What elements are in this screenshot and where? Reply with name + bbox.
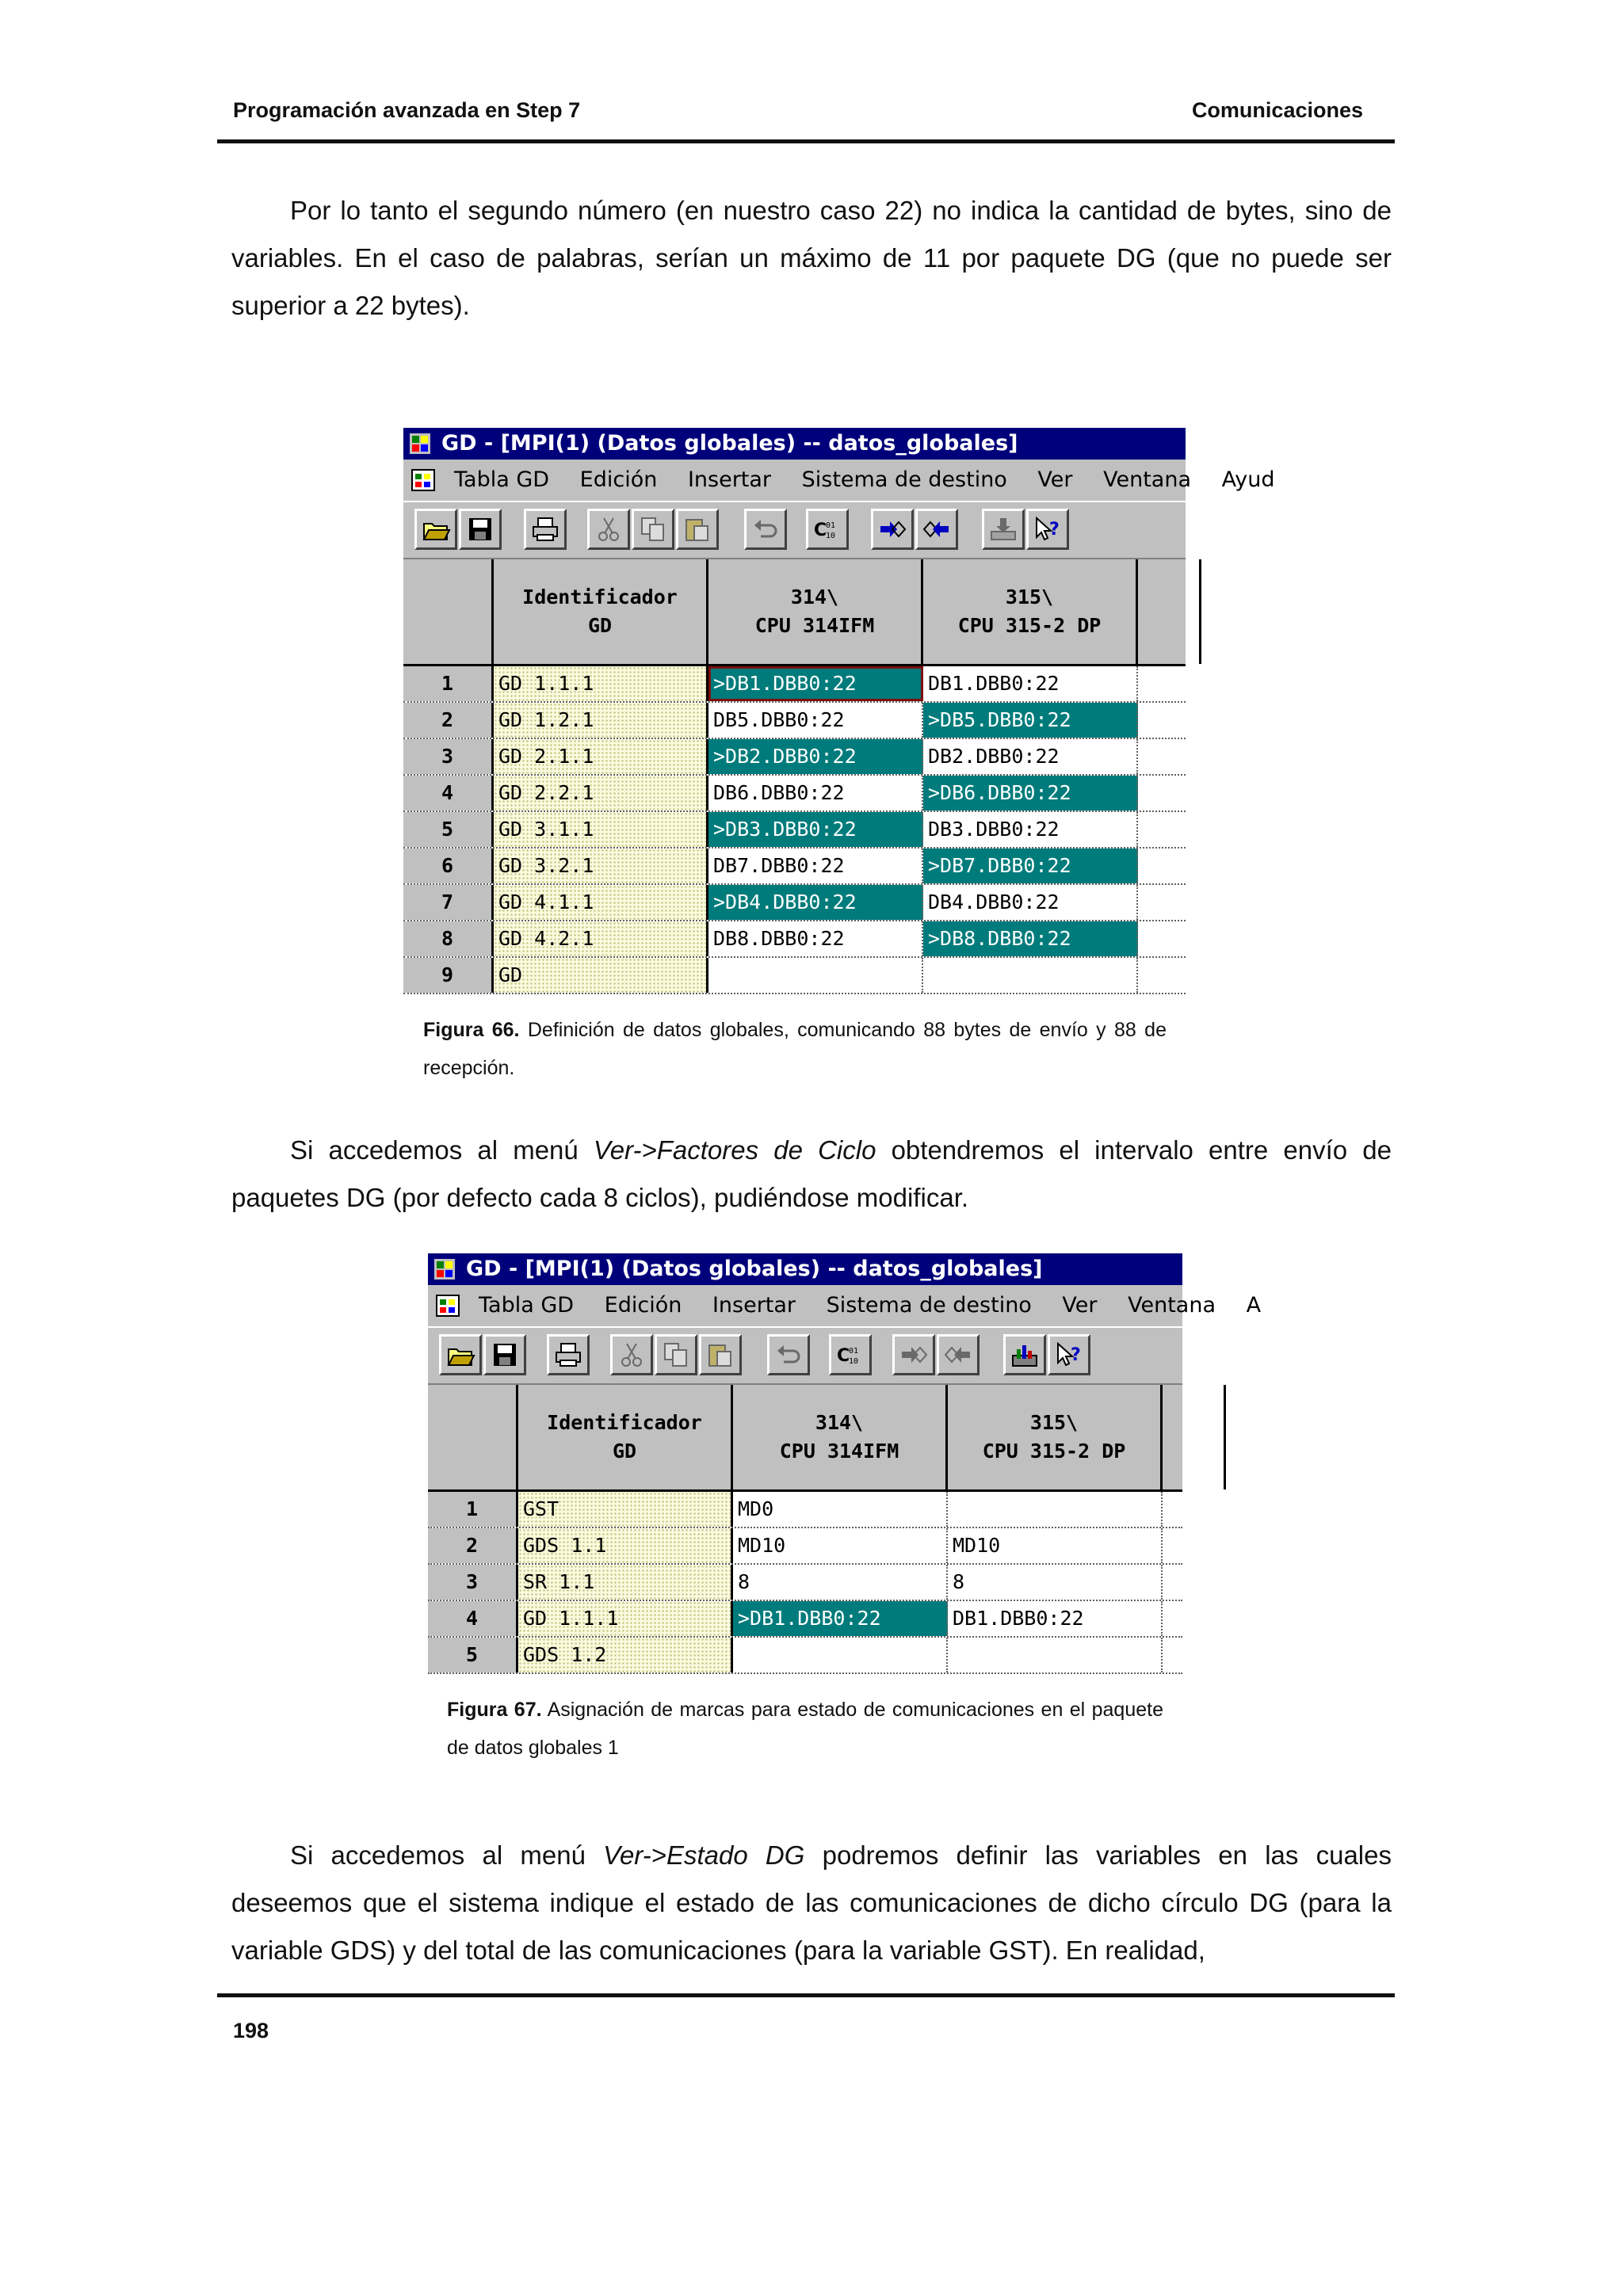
download-button[interactable] (982, 509, 1025, 550)
table-row (403, 849, 1186, 885)
cycle-counter-icon (836, 1341, 865, 1368)
row-number[interactable]: 6 (403, 849, 494, 883)
cpu-314-cell[interactable]: MD0 (733, 1492, 948, 1527)
printer-icon (531, 516, 559, 543)
gd-identifier-cell[interactable]: SR 1.1 (518, 1565, 733, 1600)
empty-cell[interactable] (1138, 739, 1201, 774)
empty-cell[interactable] (1163, 1601, 1226, 1636)
cycle-counter-icon (813, 516, 842, 543)
table-row (403, 666, 1186, 703)
gd-identifier-cell[interactable]: GD (494, 958, 708, 993)
cpu-315-cell[interactable]: DB2.DBB0:22 (923, 739, 1138, 774)
figure-67-label: Figura 67. (447, 1699, 542, 1721)
svg-text:C: C (837, 1346, 850, 1366)
toolbar (403, 501, 1186, 559)
menu-edicion[interactable]: Edición (579, 467, 658, 492)
table-row (428, 1528, 1182, 1565)
table-row (403, 921, 1186, 958)
copy-icon (639, 516, 667, 543)
empty-cell[interactable] (1138, 812, 1201, 847)
save-icon (491, 1341, 519, 1368)
open-folder-icon (446, 1341, 475, 1368)
copy-icon (662, 1341, 690, 1368)
cpu-315-cell[interactable]: >DB5.DBB0:22 (923, 703, 1138, 738)
cpu-314-cell[interactable]: >DB1.DBB0:22 (733, 1601, 948, 1636)
table-row (428, 1601, 1182, 1638)
gd-identifier-cell[interactable]: GD 3.1.1 (494, 812, 708, 847)
row-number[interactable]: 4 (428, 1601, 518, 1636)
gd-identifier-cell[interactable]: GD 1.1.1 (518, 1601, 733, 1636)
row-number[interactable]: 5 (403, 812, 494, 847)
header-cpu-315[interactable]: 315\ CPU 315-2 DP (948, 1385, 1163, 1489)
cpu-314-cell[interactable] (708, 958, 923, 993)
undo-icon (751, 516, 780, 543)
menu-ayuda[interactable]: Ayud (1221, 467, 1275, 492)
empty-cell[interactable] (1138, 921, 1201, 956)
save-icon (466, 516, 495, 543)
cpu-315-cell[interactable]: DB1.DBB0:22 (923, 666, 1138, 701)
menu-tabla-gd[interactable]: Tabla GD (454, 467, 550, 492)
figure-66-caption (423, 1011, 1167, 1087)
svg-text:10: 10 (826, 532, 836, 540)
row-number[interactable]: 2 (428, 1528, 518, 1563)
page-number: 198 (233, 2019, 269, 2042)
header-corner-cell[interactable] (403, 559, 494, 664)
cpu-315-cell[interactable]: DB3.DBB0:22 (923, 812, 1138, 847)
cpu-314-cell[interactable]: >DB3.DBB0:22 (708, 812, 923, 847)
figure-67-caption (447, 1691, 1163, 1767)
figure-66-caption-text: Definición de datos globales, comunicando 88 bytes de envío y 88 de recepción. (423, 1019, 1167, 1079)
row-number[interactable]: 1 (428, 1492, 518, 1527)
svg-text:C: C (814, 521, 827, 540)
cpu-315-cell[interactable]: >DB6.DBB0:22 (923, 776, 1138, 810)
paragraph-2: Si accedemos al menú Ver->Factores de Ciclo obtendremos el intervalo entre envío de paquetes DG (por defecto cada 8 ciclos), pudiéndose modificar. (231, 1135, 1392, 1212)
menu-path-factores: Ver->Factores de Ciclo (593, 1135, 876, 1165)
cut-icon (617, 1341, 646, 1368)
svg-text:?: ? (1049, 520, 1060, 540)
save-button[interactable] (459, 509, 502, 550)
open-button[interactable] (414, 509, 457, 550)
toolbar (428, 1326, 1182, 1385)
cut-button[interactable] (610, 1334, 653, 1375)
gd-identifier-cell[interactable]: GD 4.2.1 (494, 921, 708, 956)
send-arrow-icon (899, 1341, 928, 1368)
header-empty-column[interactable] (1138, 559, 1201, 664)
open-folder-icon (422, 516, 450, 543)
copy-button[interactable] (655, 1334, 697, 1375)
empty-cell[interactable] (1163, 1638, 1226, 1672)
header-cpu-314[interactable]: 314\ CPU 314IFM (733, 1385, 948, 1489)
window-title-bar (428, 1253, 1182, 1285)
print-button[interactable] (524, 509, 567, 550)
row-number[interactable]: 8 (403, 921, 494, 956)
cpu-315-cell[interactable] (948, 1638, 1163, 1672)
window-title: GD - [MPI(1) (Datos globales) -- datos_globales] (466, 1257, 1043, 1281)
paragraph-1-text: Por lo tanto el segundo número (en nuestro caso 22) no indica la cantidad de bytes, sino de variables. En el caso de palabras, serían un máximo de 11 por paquete DG (que no puede ser superior a 22 bytes). (231, 196, 1392, 320)
gd-app-icon (433, 1257, 456, 1281)
status-monitor-icon (1010, 1341, 1039, 1368)
copy-button[interactable] (632, 509, 674, 550)
gd-identifier-cell[interactable]: GD 1.2.1 (494, 703, 708, 738)
cpu-314-cell[interactable]: DB6.DBB0:22 (708, 776, 923, 810)
header-book-title: Programación avanzada en Step 7 (233, 98, 581, 122)
footer-rule (217, 1993, 1395, 1997)
cpu-315-cell[interactable] (923, 958, 1138, 993)
row-number[interactable]: 9 (403, 958, 494, 993)
svg-text:10: 10 (849, 1357, 859, 1366)
undo-button[interactable] (744, 509, 787, 550)
undo-icon (774, 1341, 803, 1368)
header-corner-cell[interactable] (428, 1385, 518, 1489)
row-number[interactable]: 3 (428, 1565, 518, 1600)
header-identificador[interactable]: Identificador GD (518, 1385, 733, 1489)
printer-icon (554, 1341, 582, 1368)
cpu-315-cell[interactable]: >DB8.DBB0:22 (923, 921, 1138, 956)
window-title: GD - [MPI(1) (Datos globales) -- datos_globales] (441, 431, 1018, 456)
gd-table (403, 559, 1186, 990)
print-button[interactable] (547, 1334, 590, 1375)
svg-text:?: ? (1071, 1345, 1081, 1365)
empty-cell[interactable] (1163, 1565, 1226, 1600)
row-number[interactable]: 5 (428, 1638, 518, 1672)
figure-67-screenshot (428, 1253, 1262, 1667)
row-number[interactable]: 4 (403, 776, 494, 810)
cpu-315-cell[interactable]: 8 (948, 1565, 1163, 1600)
cpu-314-cell[interactable]: >DB1.DBB0:22 (708, 666, 923, 701)
menu-bar (428, 1287, 1262, 1325)
status-button[interactable] (1003, 1334, 1046, 1375)
table-row (403, 885, 1186, 921)
empty-cell[interactable] (1163, 1492, 1226, 1527)
gd-identifier-cell[interactable]: GD 1.1.1 (494, 666, 708, 701)
header-cpu-315[interactable]: 315\ CPU 315-2 DP (923, 559, 1138, 664)
empty-cell[interactable] (1138, 958, 1201, 993)
table-row (403, 703, 1186, 739)
table-row (428, 1565, 1182, 1601)
receive-button[interactable] (915, 509, 958, 550)
menu-insertar[interactable]: Insertar (712, 1293, 796, 1318)
table-row (403, 776, 1186, 812)
cycle-factors-button[interactable] (829, 1334, 872, 1375)
paragraph-3: Si accedemos al menú Ver->Estado DG podremos definir las variables en las cuales deseemos que el sistema indique el estado de las comunicaciones de dicho círculo DG (para la variable GDS) y del total de las comunicaciones (para la variable GST). En realidad, (231, 1840, 1392, 1965)
header-cpu-314[interactable]: 314\ CPU 314IFM (708, 559, 923, 664)
receive-arrow-icon (922, 516, 951, 543)
figure-67-caption-text: Asignación de marcas para estado de comunicaciones en el paquete de datos globales 1 (447, 1699, 1163, 1759)
menu-sistema-de-destino[interactable]: Sistema de destino (826, 1293, 1032, 1318)
table-row (428, 1638, 1182, 1674)
menu-edicion[interactable]: Edición (604, 1293, 682, 1318)
help-pointer-icon (1033, 516, 1062, 543)
send-button[interactable] (871, 509, 914, 550)
menu-bar (403, 461, 1275, 499)
row-number[interactable]: 3 (403, 739, 494, 774)
cpu-314-cell[interactable]: 8 (733, 1565, 948, 1600)
cpu-314-cell[interactable]: >DB4.DBB0:22 (708, 885, 923, 920)
gd-identifier-cell[interactable]: GST (518, 1492, 733, 1527)
cpu-315-cell[interactable]: MD10 (948, 1528, 1163, 1563)
table-row (403, 739, 1186, 776)
figure-66-screenshot (403, 428, 1275, 990)
help-button[interactable] (1048, 1334, 1090, 1375)
menu-ayuda[interactable]: A (1246, 1293, 1262, 1318)
gd-identifier-cell[interactable]: GD 2.1.1 (494, 739, 708, 774)
gd-identifier-cell[interactable]: GD 2.2.1 (494, 776, 708, 810)
empty-cell[interactable] (1138, 703, 1201, 738)
header-chapter-title: Comunicaciones (1191, 98, 1363, 122)
menu-ventana[interactable]: Ventana (1103, 467, 1191, 492)
cpu-315-cell[interactable] (948, 1492, 1163, 1527)
cut-button[interactable] (587, 509, 630, 550)
cycle-factors-button[interactable] (806, 509, 849, 550)
help-pointer-icon (1055, 1341, 1083, 1368)
menu-tabla-gd[interactable]: Tabla GD (479, 1293, 575, 1318)
gd-app-icon (408, 432, 432, 456)
empty-cell[interactable] (1163, 1528, 1226, 1563)
cpu-314-cell[interactable]: DB8.DBB0:22 (708, 921, 923, 956)
empty-cell[interactable] (1138, 666, 1201, 701)
table-row (403, 958, 1186, 994)
receive-button[interactable] (937, 1334, 980, 1375)
empty-cell[interactable] (1138, 776, 1201, 810)
row-number[interactable]: 2 (403, 703, 494, 738)
paste-icon (683, 516, 712, 543)
table-header-row (428, 1385, 1182, 1492)
menu-path-estado-dg: Ver->Estado DG (603, 1840, 805, 1870)
menu-ver[interactable]: Ver (1037, 467, 1073, 492)
empty-cell[interactable] (1138, 849, 1201, 883)
gd-identifier-cell[interactable]: GDS 1.1 (518, 1528, 733, 1563)
cpu-315-cell[interactable]: >DB7.DBB0:22 (923, 849, 1138, 883)
menu-ventana[interactable]: Ventana (1128, 1293, 1216, 1318)
cpu-315-cell[interactable]: DB4.DBB0:22 (923, 885, 1138, 920)
menu-sistema-de-destino[interactable]: Sistema de destino (801, 467, 1007, 492)
row-number[interactable]: 7 (403, 885, 494, 920)
table-row (403, 812, 1186, 849)
header-empty-column[interactable] (1163, 1385, 1226, 1489)
undo-button[interactable] (767, 1334, 810, 1375)
send-arrow-icon (878, 516, 907, 543)
gd-identifier-cell[interactable]: GDS 1.2 (518, 1638, 733, 1672)
cpu-315-cell[interactable]: DB1.DBB0:22 (948, 1601, 1163, 1636)
help-button[interactable] (1026, 509, 1069, 550)
paste-icon (706, 1341, 735, 1368)
window-title-bar (403, 428, 1186, 460)
open-button[interactable] (439, 1334, 482, 1375)
row-number[interactable]: 1 (403, 666, 494, 701)
cpu-314-cell[interactable] (733, 1638, 948, 1672)
gd-table (428, 1385, 1182, 1667)
paste-button[interactable] (699, 1334, 742, 1375)
cpu-314-cell[interactable]: DB5.DBB0:22 (708, 703, 923, 738)
figure-66-label: Figura 66. (423, 1019, 520, 1041)
svg-text:01: 01 (849, 1347, 859, 1356)
save-button[interactable] (483, 1334, 526, 1375)
cut-icon (594, 516, 623, 543)
gd-identifier-cell[interactable]: GD 4.1.1 (494, 885, 708, 920)
menu-ver[interactable]: Ver (1062, 1293, 1098, 1318)
paste-button[interactable] (676, 509, 719, 550)
send-button[interactable] (892, 1334, 935, 1375)
document-icon (410, 467, 437, 493)
paragraph-1 (231, 187, 1392, 330)
download-icon (989, 516, 1018, 543)
menu-insertar[interactable]: Insertar (687, 467, 772, 492)
cpu-314-cell[interactable]: >DB2.DBB0:22 (708, 739, 923, 774)
receive-arrow-icon (944, 1341, 972, 1368)
document-icon (434, 1293, 461, 1318)
header-identificador[interactable]: Identificador GD (494, 559, 708, 664)
page-header (217, 93, 1395, 143)
svg-text:01: 01 (826, 521, 836, 530)
table-row (428, 1492, 1182, 1528)
gd-identifier-cell[interactable]: GD 3.2.1 (494, 849, 708, 883)
cpu-314-cell[interactable]: DB7.DBB0:22 (708, 849, 923, 883)
empty-cell[interactable] (1138, 885, 1201, 920)
cpu-314-cell[interactable]: MD10 (733, 1528, 948, 1563)
table-header-row (403, 559, 1186, 666)
